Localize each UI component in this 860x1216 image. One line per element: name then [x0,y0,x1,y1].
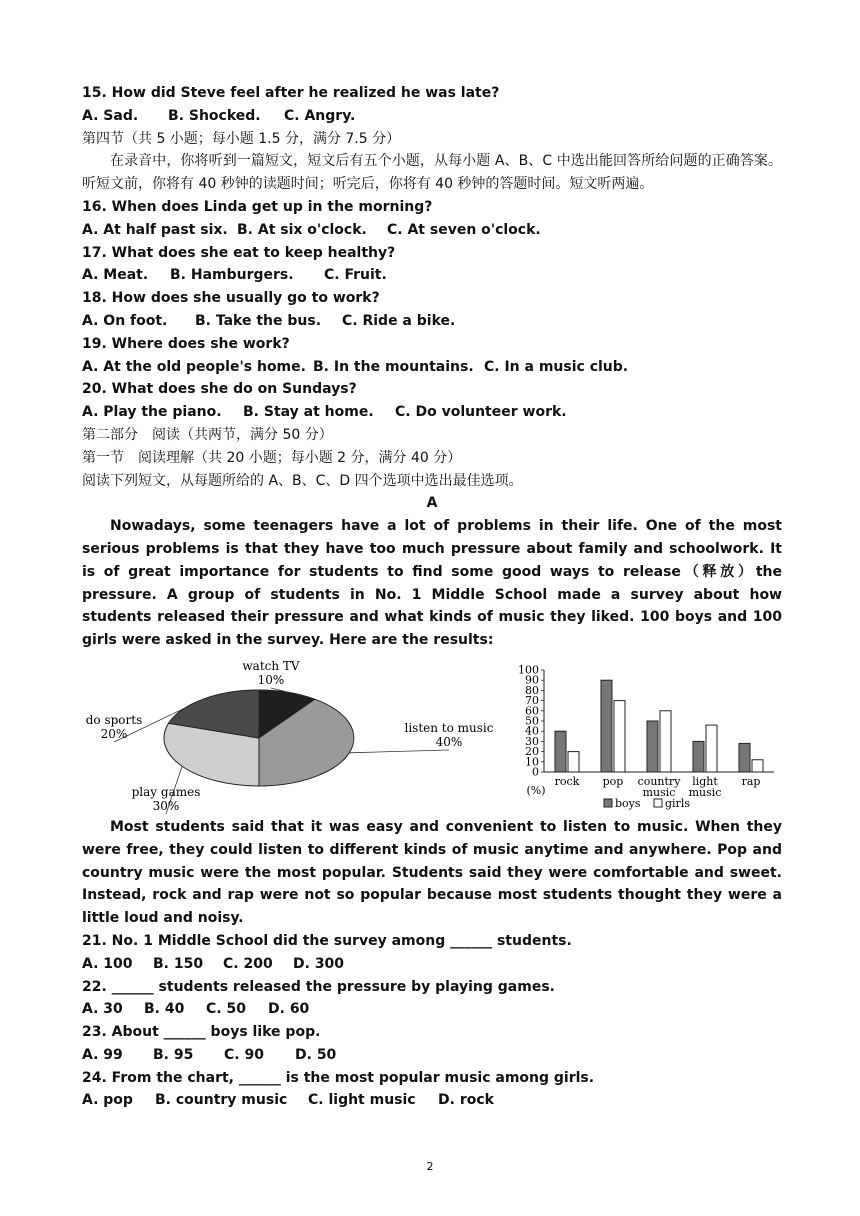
option-15-b: B. Shocked. [168,107,261,124]
option-24-a: A. pop [82,1092,133,1109]
section4-title: 第四节（共 5 小题；每小题 1.5 分，满分 7.5 分） [82,130,401,147]
options-19 [82,356,782,379]
bar-chart [508,660,788,810]
y-tick-label: 70 [525,694,539,708]
survey-figures [82,658,782,813]
y-tick-label: 50 [525,714,539,728]
bar-girls-light-music [706,725,717,772]
option-19-a: A. At the old people's home. [82,358,306,375]
question-21: 21. No. 1 Middle School did the survey among ______ students. [82,932,572,949]
options-18 [82,310,782,333]
option-23-a: A. 99 [82,1046,123,1063]
options-24 [82,1089,782,1112]
pie-value-watch-tv: 10% [257,672,285,687]
option-20-c: C. Do volunteer work. [395,404,567,421]
bar-boys-light-music [693,741,704,772]
y-axis-unit: (%) [526,783,546,797]
bar-girls-rap [752,760,763,772]
bar-girls-country-music [660,711,671,772]
y-tick-label: 80 [525,683,539,697]
legend-swatch-boys [604,799,612,807]
y-tick-label: 40 [525,724,539,738]
section1-title: 第一节 阅读理解（共 20 小题；每小题 2 分，满分 40 分） [82,449,462,466]
pie-label-play-games: play games [131,784,201,799]
bar-boys-pop [601,680,612,772]
passage-paragraph-2: Most students said that it was easy and convenient to listen to music. When they were free, they could listen to different kinds of music anytime and anywhere. Pop and country music were the most popular. Students said they were comfortable and sweet. Instead, rock and rap were not so popular because most students thought they were a little loud and noisy. [82,818,782,927]
reading-instructions: 阅读下列短文，从每题所给的 A、B、C、D 四个选项中选出最佳选项。 [82,472,523,489]
option-15-a: A. Sad. [82,107,139,124]
y-tick-label: 90 [525,673,539,687]
x-tick-label-light-music: light [692,774,718,788]
option-24-d: D. rock [438,1092,494,1109]
pie-label-do-sports: do sports [85,712,143,727]
pie-value-listen-to-music: 40% [435,734,463,749]
y-tick-label: 20 [525,745,539,759]
option-17-a: A. Meat. [82,267,149,284]
option-15-c: C. Angry. [284,107,356,124]
x-tick-label-rap: rap [741,774,761,788]
option-22-b: B. 40 [144,1001,185,1018]
passage-paragraph-1: Nowadays, some teenagers have a lot of problems in their life. One of the most serious problems is that they have too much pressure about family and schoolwork. It is of great importance for students to find some good ways to release（释放）the pressure. A group of students in No. 1 Middle School made a survey about how students released their pressure and what kinds of music they liked. 100 boys and 100 girls were asked in the survey. Here are the results: [82,518,782,649]
y-tick-label: 60 [525,704,539,718]
section4-instructions: 在录音中，你将听到一篇短文，短文后有五个小题，从每小题 A、B、C 中选出能回答所给问题的正确答案。听短文前，你将有 40 秒钟的读题时间；听完后，你将有 40 秒钟的答题时间。短文听两遍。 [82,153,782,193]
option-23-b: B. 95 [153,1046,194,1063]
legend-label-boys: boys [615,796,641,810]
part2-title: 第二部分 阅读（共两节，满分 50 分） [82,426,333,443]
option-24-c: C. light music [308,1092,416,1109]
option-20-b: B. Stay at home. [243,404,374,421]
options-22 [82,998,782,1021]
legend-swatch-girls [654,799,662,807]
x-tick-label-pop: pop [602,774,624,788]
option-17-c: C. Fruit. [324,267,387,284]
x-tick-label-country-music: country [637,774,681,788]
question-15: 15. How did Steve feel after he realized he was late? [82,85,500,101]
question-16: 16. When does Linda get up in the morning? [82,198,433,215]
bar-girls-pop [614,701,625,772]
option-18-b: B. Take the bus. [195,312,322,329]
pie-label-listen-to-music: listen to music [404,720,494,735]
option-21-d: D. 300 [293,955,345,972]
option-20-a: A. Play the piano. [82,404,222,421]
page-number: 2 [426,1160,434,1173]
option-16-c: C. At seven o'clock. [387,221,541,238]
question-19: 19. Where does she work? [82,335,290,352]
option-16-a: A. At half past six. [82,221,228,238]
x-tick-label-country-music: music [642,785,676,799]
options-17 [82,264,782,287]
pie-chart [85,658,494,813]
option-21-c: C. 200 [223,955,273,972]
options-16 [82,219,782,242]
option-24-b: B. country music [155,1092,288,1109]
option-22-d: D. 60 [268,1001,310,1018]
question-20: 20. What does she do on Sundays? [82,381,357,398]
option-21-b: B. 150 [153,955,204,972]
option-16-b: B. At six o'clock. [237,221,367,238]
option-18-a: A. On foot. [82,312,168,329]
option-19-b: B. In the mountains. [313,358,474,375]
bar-boys-country-music [647,721,658,772]
question-24: 24. From the chart, ______ is the most popular music among girls. [82,1069,595,1086]
y-tick-label: 10 [525,755,539,769]
bar-boys-rap [739,743,750,772]
options-20 [82,401,782,424]
question-23: 23. About ______ boys like pop. [82,1024,321,1041]
bar-girls-rock [568,752,579,772]
option-21-a: A. 100 [82,955,133,972]
x-tick-label-light-music: music [688,785,722,799]
pie-leader-listen-to-music [349,750,449,753]
passage-label: A [426,495,438,512]
question-22: 22. ______ students released the pressure by playing games. [82,978,555,995]
question-17: 17. What does she eat to keep healthy? [82,244,396,261]
pie-value-play-games: 30% [152,798,180,813]
bar-boys-rock [555,731,566,772]
option-17-b: B. Hamburgers. [170,267,294,284]
options-21 [82,953,782,976]
option-18-c: C. Ride a bike. [342,312,456,329]
y-tick-label: 0 [532,765,539,779]
question-18: 18. How does she usually go to work? [82,290,380,307]
pie-label-watch-tv: watch TV [242,658,300,673]
option-19-c: C. In a music club. [484,358,629,375]
option-22-c: C. 50 [206,1001,246,1018]
x-tick-label-rock: rock [554,774,580,788]
y-tick-label: 30 [525,734,539,748]
pie-value-do-sports: 20% [100,726,128,741]
legend-label-girls: girls [665,796,690,810]
options-15 [82,105,782,128]
exam-page [82,82,782,1112]
options-23 [82,1044,782,1067]
option-22-a: A. 30 [82,1001,123,1018]
y-tick-label: 100 [518,663,539,677]
option-23-d: D. 50 [295,1046,337,1063]
option-23-c: C. 90 [224,1046,264,1063]
